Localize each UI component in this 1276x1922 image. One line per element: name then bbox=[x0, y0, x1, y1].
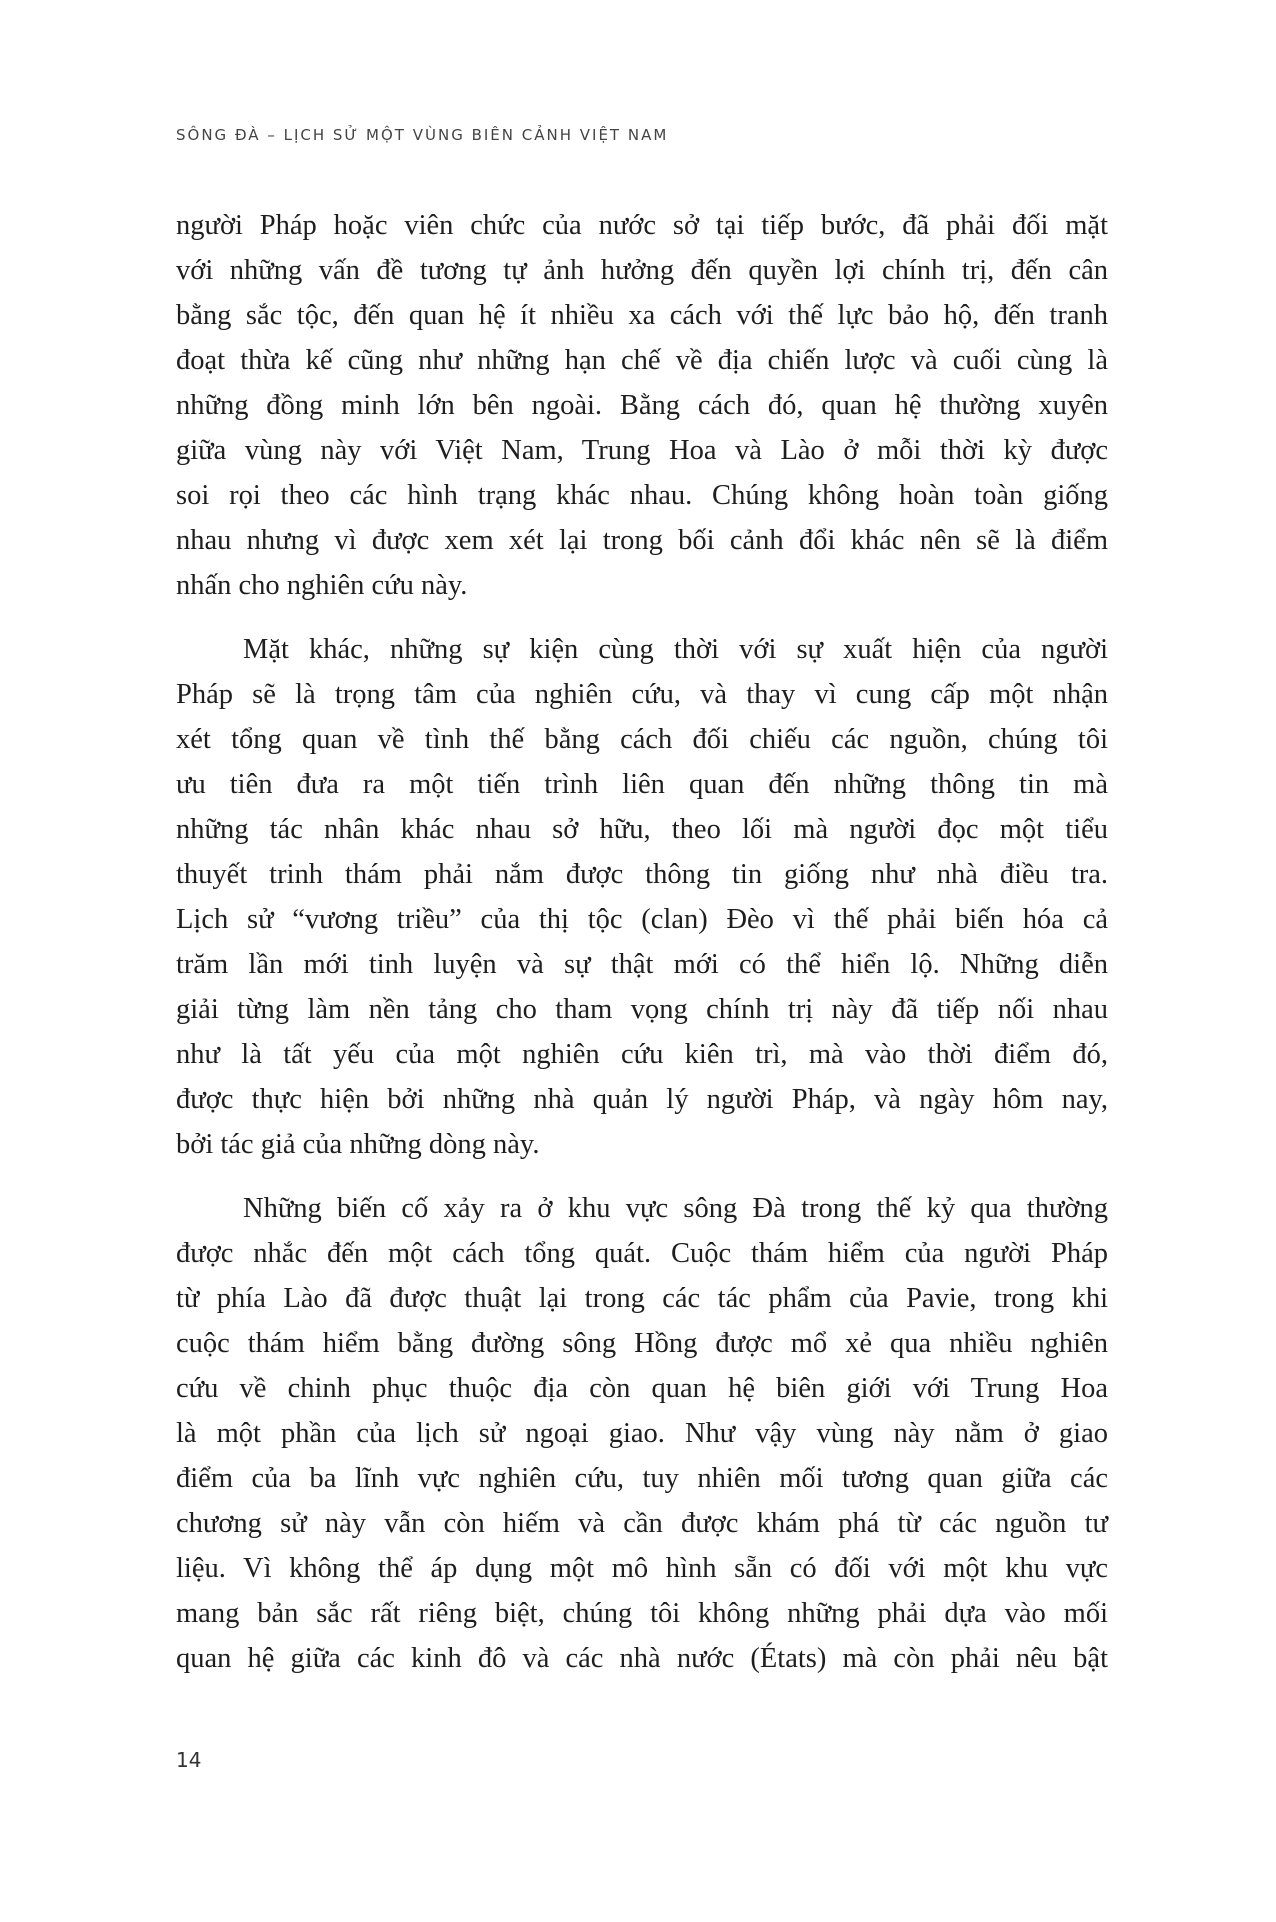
paragraph-3 bbox=[176, 1186, 1108, 1681]
text-line: với những vấn đề tương tự ảnh hưởng đến quyền lợi chính trị, đến cân bbox=[176, 255, 1108, 286]
text-line: những tác nhân khác nhau sở hữu, theo lối mà người đọc một tiểu bbox=[176, 814, 1108, 845]
text-line: điểm của ba lĩnh vực nghiên cứu, tuy nhiên mối tương quan giữa các bbox=[176, 1463, 1108, 1494]
text-line: thuyết trinh thám phải nắm được thông tin giống như nhà điều tra. bbox=[176, 859, 1108, 890]
text-line: ưu tiên đưa ra một tiến trình liên quan đến những thông tin mà bbox=[176, 769, 1108, 800]
text-line: đoạt thừa kế cũng như những hạn chế về địa chiến lược và cuối cùng là bbox=[176, 345, 1108, 376]
text-line: cứu về chinh phục thuộc địa còn quan hệ biên giới với Trung Hoa bbox=[176, 1373, 1108, 1404]
paragraph-2 bbox=[176, 627, 1108, 1167]
text-line: Lịch sử “vương triều” của thị tộc (clan) Đèo vì thế phải biến hóa cả bbox=[176, 904, 1108, 935]
running-header: SÔNG ĐÀ – LỊCH SỬ MỘT VÙNG BIÊN CẢNH VIỆT NAM bbox=[176, 126, 669, 144]
text-line: Mặt khác, những sự kiện cùng thời với sự xuất hiện của người bbox=[243, 634, 1108, 665]
text-line: giữa vùng này với Việt Nam, Trung Hoa và Lào ở mỗi thời kỳ được bbox=[176, 435, 1108, 466]
paragraph-1 bbox=[176, 203, 1108, 608]
text-line: chương sử này vẫn còn hiếm và cần được khám phá từ các nguồn tư bbox=[176, 1508, 1108, 1539]
text-line: xét tổng quan về tình thế bằng cách đối chiếu các nguồn, chúng tôi bbox=[176, 724, 1108, 755]
text-line: trăm lần mới tinh luyện và sự thật mới có thể hiển lộ. Những diễn bbox=[176, 949, 1108, 980]
body-text bbox=[176, 203, 1108, 1700]
text-line: những đồng minh lớn bên ngoài. Bằng cách đó, quan hệ thường xuyên bbox=[176, 390, 1108, 421]
text-line: giải từng làm nền tảng cho tham vọng chính trị này đã tiếp nối nhau bbox=[176, 994, 1108, 1025]
text-line: nhấn cho nghiên cứu này. bbox=[176, 570, 468, 601]
text-line: từ phía Lào đã được thuật lại trong các tác phẩm của Pavie, trong khi bbox=[176, 1283, 1108, 1314]
text-line: quan hệ giữa các kinh đô và các nhà nước (États) mà còn phải nêu bật bbox=[176, 1643, 1108, 1674]
text-line: được nhắc đến một cách tổng quát. Cuộc thám hiểm của người Pháp bbox=[176, 1238, 1108, 1269]
text-line: bởi tác giả của những dòng này. bbox=[176, 1129, 540, 1160]
text-line: Pháp sẽ là trọng tâm của nghiên cứu, và thay vì cung cấp một nhận bbox=[176, 679, 1108, 710]
text-line: được thực hiện bởi những nhà quản lý người Pháp, và ngày hôm nay, bbox=[176, 1084, 1108, 1115]
text-line: như là tất yếu của một nghiên cứu kiên trì, mà vào thời điểm đó, bbox=[176, 1039, 1108, 1070]
text-line: mang bản sắc rất riêng biệt, chúng tôi không những phải dựa vào mối bbox=[176, 1598, 1108, 1629]
text-line: nhau nhưng vì được xem xét lại trong bối cảnh đổi khác nên sẽ là điểm bbox=[176, 525, 1108, 556]
text-line: liệu. Vì không thể áp dụng một mô hình sẵn có đối với một khu vực bbox=[176, 1553, 1108, 1584]
text-line: cuộc thám hiểm bằng đường sông Hồng được mổ xẻ qua nhiều nghiên bbox=[176, 1328, 1108, 1359]
text-line: bằng sắc tộc, đến quan hệ ít nhiều xa cách với thế lực bảo hộ, đến tranh bbox=[176, 300, 1108, 331]
text-line: người Pháp hoặc viên chức của nước sở tại tiếp bước, đã phải đối mặt bbox=[176, 210, 1108, 241]
text-line: soi rọi theo các hình trạng khác nhau. Chúng không hoàn toàn giống bbox=[176, 480, 1108, 511]
text-line: là một phần của lịch sử ngoại giao. Như vậy vùng này nằm ở giao bbox=[176, 1418, 1108, 1449]
page-number: 14 bbox=[176, 1748, 202, 1772]
text-line: Những biến cố xảy ra ở khu vực sông Đà trong thế kỷ qua thường bbox=[243, 1193, 1108, 1224]
